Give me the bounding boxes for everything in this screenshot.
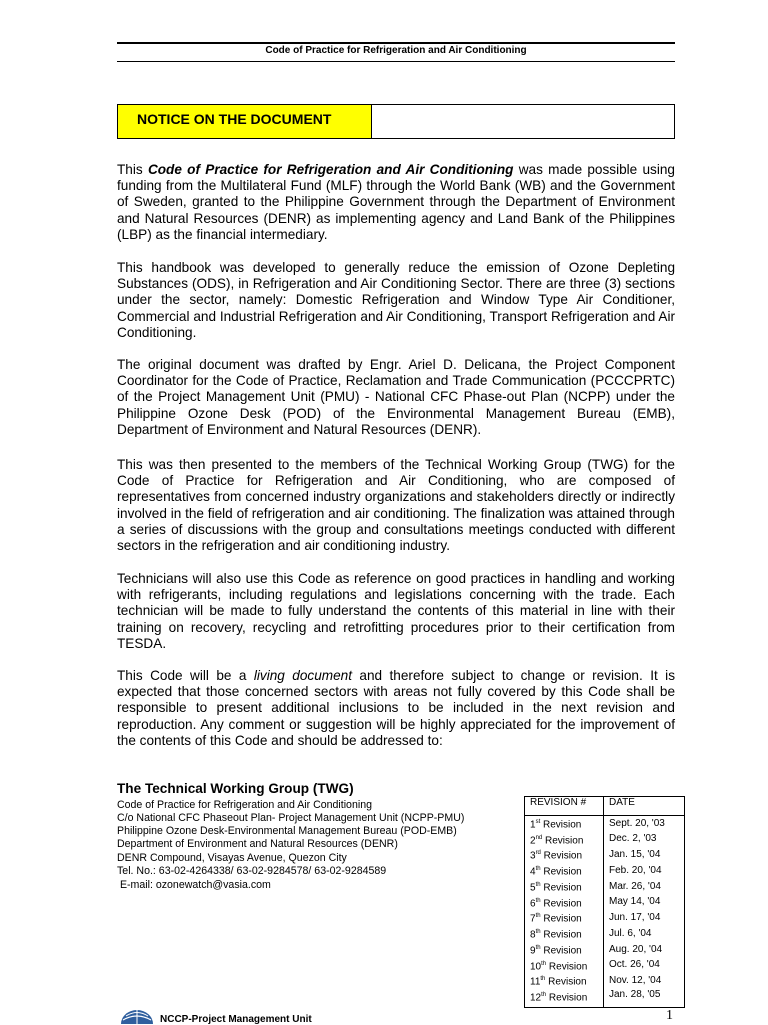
revision-ordinal: 2 <box>530 835 536 847</box>
revision-label: Revision <box>540 882 582 894</box>
revision-ordinal: 7 <box>530 913 536 925</box>
revision-ordinal-suffix: nd <box>535 834 543 841</box>
revision-ordinal: 9 <box>530 945 536 957</box>
revision-date: Oct. 26, '04 <box>604 958 685 974</box>
running-header-title: Code of Practice for Refrigeration and Air Conditioning <box>265 45 527 56</box>
twg-heading: The Technical Working Group (TWG) <box>117 781 354 796</box>
revision-number <box>525 926 604 942</box>
revision-row <box>525 926 685 942</box>
paragraph-living-rest: and therefore subject to change or revision. It is expected that those concerned sectors with areas not fully covered by this Code shall be responsible to present additional inclusions to be included in the next revision and reproduction. Any comment or suggestion will be highly appreciated for the improvement of the contents of this Code and should be addressed to: <box>117 668 675 748</box>
paragraph-technicians: Technicians will also use this Code as reference on good practices in handling and working with refrigerants, including regulations and legislations concerning with the trade. Each technician will be made to fully understand the contents of this material in line with their training on recovery, recycling and retrofitting procedures prior to their certification from TESDA. <box>117 571 675 651</box>
revision-ordinal: 10 <box>530 960 542 972</box>
revision-date: Jan. 15, '04 <box>604 847 685 863</box>
paragraph-twg-presentation: This was then presented to the members of the Technical Working Group (TWG) for the Code of Practice for Refrigeration and Air Conditioning, who are composed of representatives from concerned industry organizations and stakeholders directly or indirectly involved in the field of refrigeration and air conditioning. The finalization was attained through a series of discussions with the group and consultations meetings conducted with different sectors in the refrigeration and air conditioning industry. <box>117 457 675 554</box>
revision-date: May 14, '04 <box>604 895 685 911</box>
revision-label: Revision <box>540 945 582 957</box>
paragraph-funding-rest: was made possible using funding from the Multilateral Fund (MLF) through the World Bank (WB) and the Government of Sweden, granted to the Philippine Government through the Department of Environment and Natural Resources (DENR) as implementing agency and Land Bank of the Philippines (LBP) as the financial intermediary. <box>117 162 675 242</box>
header-rule-top <box>117 42 675 44</box>
revision-ordinal: 8 <box>530 929 536 941</box>
revision-label: Revision <box>546 992 588 1004</box>
revision-date: Nov. 12, '04 <box>604 973 685 989</box>
revision-date: Feb. 20, '04 <box>604 863 685 879</box>
revision-ordinal-suffix: th <box>535 913 541 920</box>
revision-ordinal-suffix: th <box>540 976 546 983</box>
revision-date: Jul. 6, '04 <box>604 926 685 942</box>
revision-row <box>525 942 685 958</box>
revision-label: Revision <box>540 913 582 925</box>
revision-number <box>525 895 604 911</box>
revision-ordinal-suffix: st <box>535 819 541 825</box>
document-title-emphasis: Code of Practice for Refrigeration and Air Conditioning <box>147 162 514 177</box>
twg-address-line: Code of Practice for Refrigeration and Air Conditioning <box>117 799 372 811</box>
globe-logo-icon <box>118 1008 156 1024</box>
revision-number <box>525 863 604 879</box>
revision-ordinal-suffix: th <box>541 960 547 967</box>
revision-row <box>525 958 685 974</box>
revision-table-header <box>525 797 685 816</box>
revision-ordinal-suffix: th <box>541 992 547 999</box>
revision-ordinal-suffix: th <box>535 897 541 904</box>
revision-ordinal: 1 <box>530 819 536 831</box>
revision-number <box>525 958 604 974</box>
revision-number <box>525 879 604 895</box>
revision-number <box>525 847 604 863</box>
revision-row <box>525 863 685 879</box>
living-document-emphasis: living document <box>253 668 352 683</box>
twg-address-line: C/o National CFC Phaseout Plan- Project Management Unit (NCPP-PMU) <box>117 812 465 824</box>
paragraph-funding-start: This <box>117 162 148 177</box>
header-rule-bottom <box>117 61 675 62</box>
revision-number <box>525 816 604 832</box>
footer-unit-name: NCCP-Project Management Unit <box>160 1014 312 1025</box>
twg-address-line: Department of Environment and Natural Resources (DENR) <box>117 838 398 850</box>
revision-row <box>525 879 685 895</box>
paragraph-living-start: This Code will be a <box>117 668 254 683</box>
revision-ordinal-suffix: th <box>535 929 541 936</box>
revision-number <box>525 832 604 848</box>
paragraph-handbook: This handbook was developed to generally reduce the emission of Ozone Depleting Substances (ODS), in Refrigeration and Air Conditioning Sector. There are three (3) sections under the sector, namely: Domestic Refrigeration and Window Type Air Conditioner, Commercial and Industrial Refrigeration and Air Conditioning, Transport Refrigeration and Air Conditioning. <box>117 260 675 340</box>
revision-row <box>525 895 685 911</box>
notice-title: NOTICE ON THE DOCUMENT <box>118 105 372 138</box>
revision-label: Revision <box>542 835 584 847</box>
revision-table <box>524 796 685 1008</box>
revision-date: Dec. 2, '03 <box>604 832 685 848</box>
revision-ordinal-suffix: th <box>535 881 541 888</box>
twg-email-line: E-mail: ozonewatch@vasia.com <box>117 879 271 891</box>
revision-ordinal: 6 <box>530 898 536 909</box>
revision-ordinal: 5 <box>530 882 536 894</box>
revision-ordinal-suffix: th <box>535 866 541 873</box>
revision-column-header: REVISION # <box>525 797 604 816</box>
revision-ordinal-suffix: rd <box>535 850 541 857</box>
revision-label: Revision <box>545 976 587 988</box>
revision-row <box>525 910 685 926</box>
revision-ordinal-suffix: th <box>535 944 541 951</box>
notice-box <box>117 104 675 139</box>
revision-ordinal: 4 <box>530 866 536 878</box>
twg-phone-line: Tel. No.: 63-02-4264338/ 63-02-9284578/ 63-02-9284589 <box>117 865 387 877</box>
revision-number <box>525 942 604 958</box>
revision-label: Revision <box>540 866 582 878</box>
revision-date: Aug. 20, '04 <box>604 942 685 958</box>
revision-row <box>525 847 685 863</box>
revision-label: Revision <box>546 960 588 972</box>
paragraph-funding <box>117 162 675 243</box>
revision-row <box>525 816 685 832</box>
revision-number <box>525 910 604 926</box>
revision-label: Revision <box>540 898 582 909</box>
page-number: 1 <box>666 1008 673 1023</box>
revision-date: Mar. 26, '04 <box>604 879 685 895</box>
revision-date: Sept. 20, '03 <box>604 816 685 832</box>
revision-label: Revision <box>540 850 583 862</box>
revision-date: Jun. 17, '04 <box>604 910 685 926</box>
revision-ordinal: 12 <box>530 992 542 1004</box>
revision-label: Revision <box>540 929 582 941</box>
revision-number <box>525 989 604 1008</box>
twg-address-line: Philippine Ozone Desk-Environmental Management Bureau (POD-EMB) <box>117 825 457 837</box>
revision-row <box>525 989 685 1008</box>
date-column-header: DATE <box>604 797 685 816</box>
revision-ordinal: 11 <box>530 976 541 988</box>
revision-row <box>525 832 685 848</box>
revision-date: Jan. 28, '05 <box>604 989 685 1008</box>
revision-row <box>525 973 685 989</box>
paragraph-original-document: The original document was drafted by Engr. Ariel D. Delicana, the Project Component Coordinator for the Code of Practice, Reclamation and Trade Communication (PCCCPRTC) of the Project Management Unit (PMU) - National CFC Phase-out Plan (NCPP) under the Philippine Ozone Desk (POD) of the Environmental Management Bureau (EMB), Department of Environment and Natural Resources (DENR). <box>117 357 675 437</box>
revision-number <box>525 973 604 989</box>
paragraph-living-document <box>117 668 675 749</box>
revision-label: Revision <box>540 819 582 831</box>
revision-ordinal: 3 <box>530 850 536 862</box>
twg-address-line: DENR Compound, Visayas Avenue, Quezon City <box>117 852 347 864</box>
